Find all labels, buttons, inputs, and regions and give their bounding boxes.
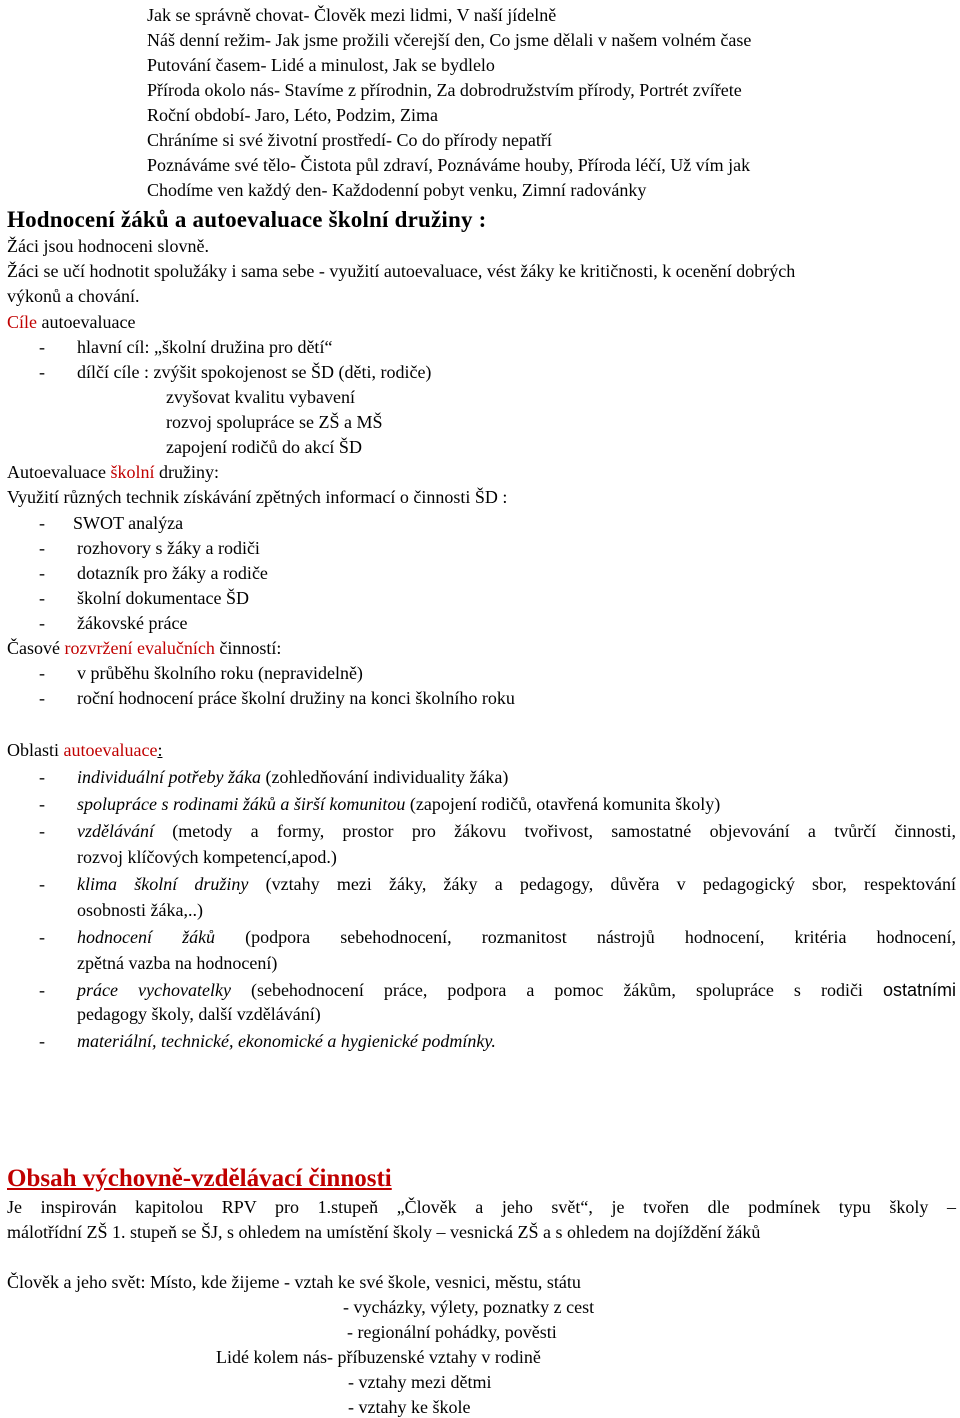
list-dash: - [39, 337, 45, 357]
technique-item: rozhovory s žáky a rodiči [77, 538, 260, 558]
people-item: - vztahy mezi dětmi [348, 1372, 492, 1392]
area-item-description: (vztahy mezi žáky, žáky a pedagogy, důvěra v pedagogický sbor, respektování [248, 874, 956, 894]
area-item [77, 793, 720, 815]
area-item [77, 1030, 496, 1052]
content-paragraph: Je inspirován kapitolou RPV pro 1.stupeň „Člověk a jeho svět“, je tvořen dle podmínek typu školy – [7, 1197, 956, 1217]
area-item-description: (metody a formy, prostor pro žákovu tvořivost, samostatné objevování a tvůrčí činnosti, [153, 821, 956, 841]
sub-goal: rozvoj spolupráce se ZŠ a MŠ [166, 412, 383, 432]
autoeval-heading-word: Autoevaluace [7, 462, 106, 482]
list-dash: - [39, 688, 45, 708]
content-heading: Obsah výchovně-vzdělávací činnosti [7, 1165, 392, 1192]
list-dash: - [39, 927, 45, 947]
world-line: Člověk a jeho svět: Místo, kde žijeme - vztah ke své škole, vesnici, městu, státu [7, 1272, 581, 1292]
list-dash: - [39, 613, 45, 633]
timeline-heading-word: Časové [7, 638, 65, 658]
topic-line: Chodíme ven každý den- Každodenní pobyt venku, Zimní radovánky [147, 180, 647, 200]
assessment-paragraph: Žáci se učí hodnotit spolužáky i sama sebe - využití autoevaluace, vést žáky ke kritičnosti, k ocenění dobrých [7, 261, 796, 281]
list-dash: - [39, 362, 45, 382]
area-item-description: (zapojení rodičů, otavřená komunita školy) [405, 794, 721, 814]
partial-goal: dílčí cíle : zvýšit spokojenost se ŠD (děti, rodiče) [77, 362, 432, 382]
timeline-item: v průběhu školního roku (nepravidelně) [77, 663, 363, 683]
sub-goal: zapojení rodičů do akcí ŠD [166, 437, 362, 457]
people-line: Lidé kolem nás- příbuzenské vztahy v rodině [216, 1347, 541, 1367]
autoeval-heading-word: družiny [158, 462, 214, 482]
area-item-continuation: pedagogy školy, další vzdělávání) [77, 1004, 321, 1024]
topic-line: Jak se správně chovat- Člověk mezi lidmi, V naší jídelně [147, 5, 557, 25]
autoeval-heading-word: : [213, 462, 219, 482]
topic-line: Chráníme si své životní prostředí- Co do přírody nepatří [147, 130, 552, 150]
list-dash: - [39, 980, 45, 1000]
technique-item: SWOT analýza [73, 513, 184, 533]
goals-heading-word: Cíle [7, 312, 37, 332]
autoeval-heading [7, 461, 219, 483]
area-item [77, 979, 956, 1001]
list-dash: - [39, 663, 45, 683]
assessment-paragraph: Žáci jsou hodnoceni slovně. [7, 236, 209, 256]
sub-goal: zvyšovat kvalitu vybavení [166, 387, 355, 407]
world-item: - vycházky, výlety, poznatky z cest [343, 1297, 595, 1317]
technique-item: dotazník pro žáky a rodiče [77, 563, 268, 583]
topic-line: Poznáváme své tělo- Čistota půl zdraví, Poznáváme houby, Příroda léčí, Už vím jak [147, 155, 751, 175]
area-item-description: (podpora sebehodnocení, rozmanitost nástrojů hodnocení, kritéria hodnocení, [215, 927, 956, 947]
area-item-continuation: zpětná vazba na hodnocení) [77, 953, 278, 973]
topic-line: Putování časem- Lidé a minulost, Jak se bydlelo [147, 55, 495, 75]
area-item-title: klima školní družiny [77, 874, 249, 894]
area-item-description: (sebehodnocení práce, podpora a pomoc žákům, spolupráce s rodiči [230, 980, 883, 1000]
area-item-description: (zohledňování individuality žáka) [260, 767, 509, 787]
technique-item: školní dokumentace ŠD [77, 588, 249, 608]
list-dash: - [39, 513, 45, 533]
list-dash: - [39, 794, 45, 814]
list-dash: - [39, 874, 45, 894]
areas-heading-word: autoevaluace [63, 740, 158, 760]
timeline-item: roční hodnocení práce školní družiny na konci školního roku [77, 688, 515, 708]
area-item [77, 926, 956, 948]
area-item-title: individuální potřeby žáka [77, 767, 261, 787]
area-item-continuation: rozvoj klíčových kompetencí,apod.) [77, 847, 337, 867]
list-dash: - [39, 563, 45, 583]
area-item-title: spolupráce s rodinami žáků a širší komunitou [77, 794, 406, 814]
area-item-description: ostatními [882, 980, 956, 1000]
area-item [77, 820, 956, 842]
list-dash: - [39, 538, 45, 558]
areas-heading [7, 739, 162, 761]
list-dash: - [39, 588, 45, 608]
autoeval-intro: Využití různých technik získávání zpětných informací o činnosti ŠD : [7, 487, 508, 507]
goals-heading [7, 311, 135, 333]
timeline-heading [7, 637, 281, 659]
assessment-heading: Hodnocení žáků a autoevaluace školní družiny : [7, 207, 487, 232]
list-dash: - [39, 1031, 45, 1051]
timeline-heading-word: činností [214, 638, 277, 658]
list-dash: - [39, 821, 45, 841]
assessment-paragraph: výkonů a chování. [7, 286, 140, 306]
area-item-title: materiální, technické, ekonomické a hygienické podmínky. [77, 1031, 496, 1051]
area-item [77, 873, 956, 895]
goals-heading-word: autoevaluace [37, 312, 136, 332]
areas-heading-word: : [157, 740, 163, 760]
area-item-continuation: osobnosti žáka,..) [77, 900, 203, 920]
area-item-title: práce vychovatelky [77, 980, 231, 1000]
people-item: - vztahy ke škole [348, 1397, 471, 1417]
area-item-title: vzdělávání [77, 821, 154, 841]
technique-item: žákovské práce [77, 613, 188, 633]
topic-line: Roční období- Jaro, Léto, Podzim, Zima [147, 105, 438, 125]
timeline-heading-word: : [276, 638, 282, 658]
world-item: - regionální pohádky, pověsti [347, 1322, 557, 1342]
content-paragraph: málotřídní ZŠ 1. stupeň se ŠJ, s ohledem na umístění školy – vesnická ZŠ a s ohledem na dojíždění žáků [7, 1222, 761, 1242]
autoeval-heading-word: školní [105, 462, 159, 482]
area-item [77, 766, 508, 788]
topic-line: Příroda okolo nás- Stavíme z přírodnin, Za dobrodružstvím přírody, Portrét zvířete [147, 80, 742, 100]
main-goal: hlavní cíl: „školní družina pro dětí“ [77, 337, 333, 357]
list-dash: - [39, 767, 45, 787]
timeline-heading-word: rozvržení evalučních [64, 638, 215, 658]
area-item-title: hodnocení žáků [77, 927, 216, 947]
topic-line: Náš denní režim- Jak jsme prožili včerejší den, Co jsme dělali v našem volném čase [147, 30, 752, 50]
areas-heading-word: Oblasti [7, 740, 64, 760]
